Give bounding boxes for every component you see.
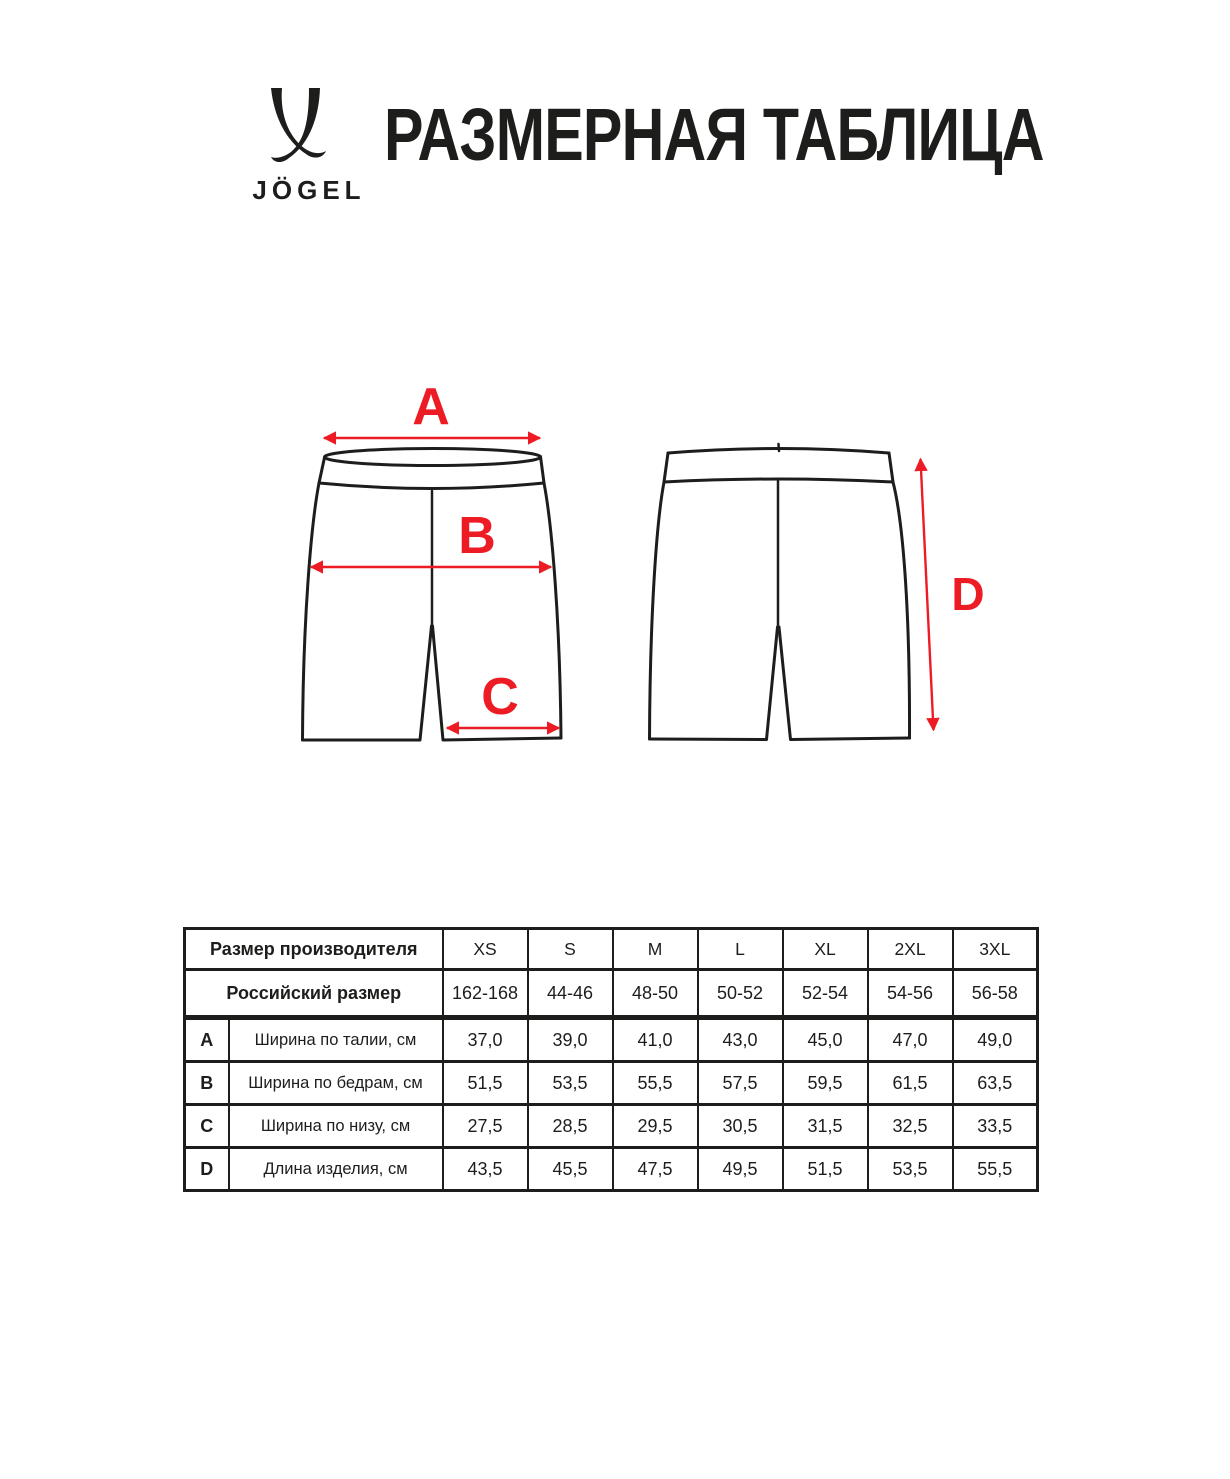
table-row-item-length (185, 1148, 1038, 1191)
row-parameter-cell: Ширина по бедрам, см (229, 1062, 443, 1105)
value-cell: 43,5 (443, 1148, 528, 1191)
row-letter-cell: C (185, 1105, 229, 1148)
value-cell: 53,5 (528, 1062, 613, 1105)
value-cell: 28,5 (528, 1105, 613, 1148)
value-cell: 29,5 (613, 1105, 698, 1148)
value-cell: 45,5 (528, 1148, 613, 1191)
ru-size-cell: 50-52 (698, 970, 783, 1018)
ru-size-cell: 54-56 (868, 970, 953, 1018)
table-row-russian-sizes (185, 970, 1038, 1018)
value-cell: 53,5 (868, 1148, 953, 1191)
size-header-2xl: 2XL (868, 929, 953, 970)
value-cell: 31,5 (783, 1105, 868, 1148)
value-cell: 45,0 (783, 1018, 868, 1062)
value-cell: 32,5 (868, 1105, 953, 1148)
value-cell: 43,0 (698, 1018, 783, 1062)
value-cell: 55,5 (953, 1148, 1038, 1191)
page-title: РАЗМЕРНАЯ ТАБЛИЦА (384, 93, 1044, 176)
value-cell: 39,0 (528, 1018, 613, 1062)
value-cell: 33,5 (953, 1105, 1038, 1148)
table-row-manufacturer-sizes (185, 929, 1038, 970)
ru-size-cell: 52-54 (783, 970, 868, 1018)
value-cell: 55,5 (613, 1062, 698, 1105)
row-parameter-cell: Ширина по низу, см (229, 1105, 443, 1148)
value-cell: 59,5 (783, 1062, 868, 1105)
shorts-measurement-diagram (260, 380, 1020, 770)
value-cell: 51,5 (443, 1062, 528, 1105)
value-cell: 47,5 (613, 1148, 698, 1191)
jogel-logo-icon (266, 84, 332, 170)
value-cell: 51,5 (783, 1148, 868, 1191)
measure-label-b: B (458, 507, 496, 565)
ru-size-cell: 44-46 (528, 970, 613, 1018)
shorts-front-view (303, 449, 562, 741)
ru-size-cell: 56-58 (953, 970, 1038, 1018)
table-row-bottom-width (185, 1105, 1038, 1148)
size-header-xl: XL (783, 929, 868, 970)
value-cell: 63,5 (953, 1062, 1038, 1105)
row-parameter-cell: Ширина по талии, см (229, 1018, 443, 1062)
table-row-waist-width (185, 1018, 1038, 1062)
size-header-l: L (698, 929, 783, 970)
size-header-s: S (528, 929, 613, 970)
value-cell: 49,0 (953, 1018, 1038, 1062)
measure-label-c: C (481, 668, 519, 726)
value-cell: 57,5 (698, 1062, 783, 1105)
size-header-3xl: 3XL (953, 929, 1038, 970)
value-cell: 41,0 (613, 1018, 698, 1062)
row-letter-cell: B (185, 1062, 229, 1105)
size-header-m: M (613, 929, 698, 970)
row-letter-cell: A (185, 1018, 229, 1062)
value-cell: 30,5 (698, 1105, 783, 1148)
manufacturer-size-label: Размер производителя (185, 929, 443, 970)
measure-label-a: A (412, 380, 450, 436)
ru-size-cell: 162-168 (443, 970, 528, 1018)
value-cell: 61,5 (868, 1062, 953, 1105)
value-cell: 47,0 (868, 1018, 953, 1062)
measure-label-d: D (951, 568, 985, 620)
size-header-xs: XS (443, 929, 528, 970)
table-row-hip-width (185, 1062, 1038, 1105)
value-cell: 49,5 (698, 1148, 783, 1191)
row-letter-cell: D (185, 1148, 229, 1191)
value-cell: 37,0 (443, 1018, 528, 1062)
russian-size-label: Российский размер (185, 970, 443, 1018)
measure-arrow-d (921, 459, 934, 730)
value-cell: 27,5 (443, 1105, 528, 1148)
ru-size-cell: 48-50 (613, 970, 698, 1018)
size-table (183, 927, 1039, 1192)
shorts-back-view (650, 444, 910, 740)
row-parameter-cell: Длина изделия, см (229, 1148, 443, 1191)
logo-wordmark: JÖGEL (252, 175, 366, 205)
